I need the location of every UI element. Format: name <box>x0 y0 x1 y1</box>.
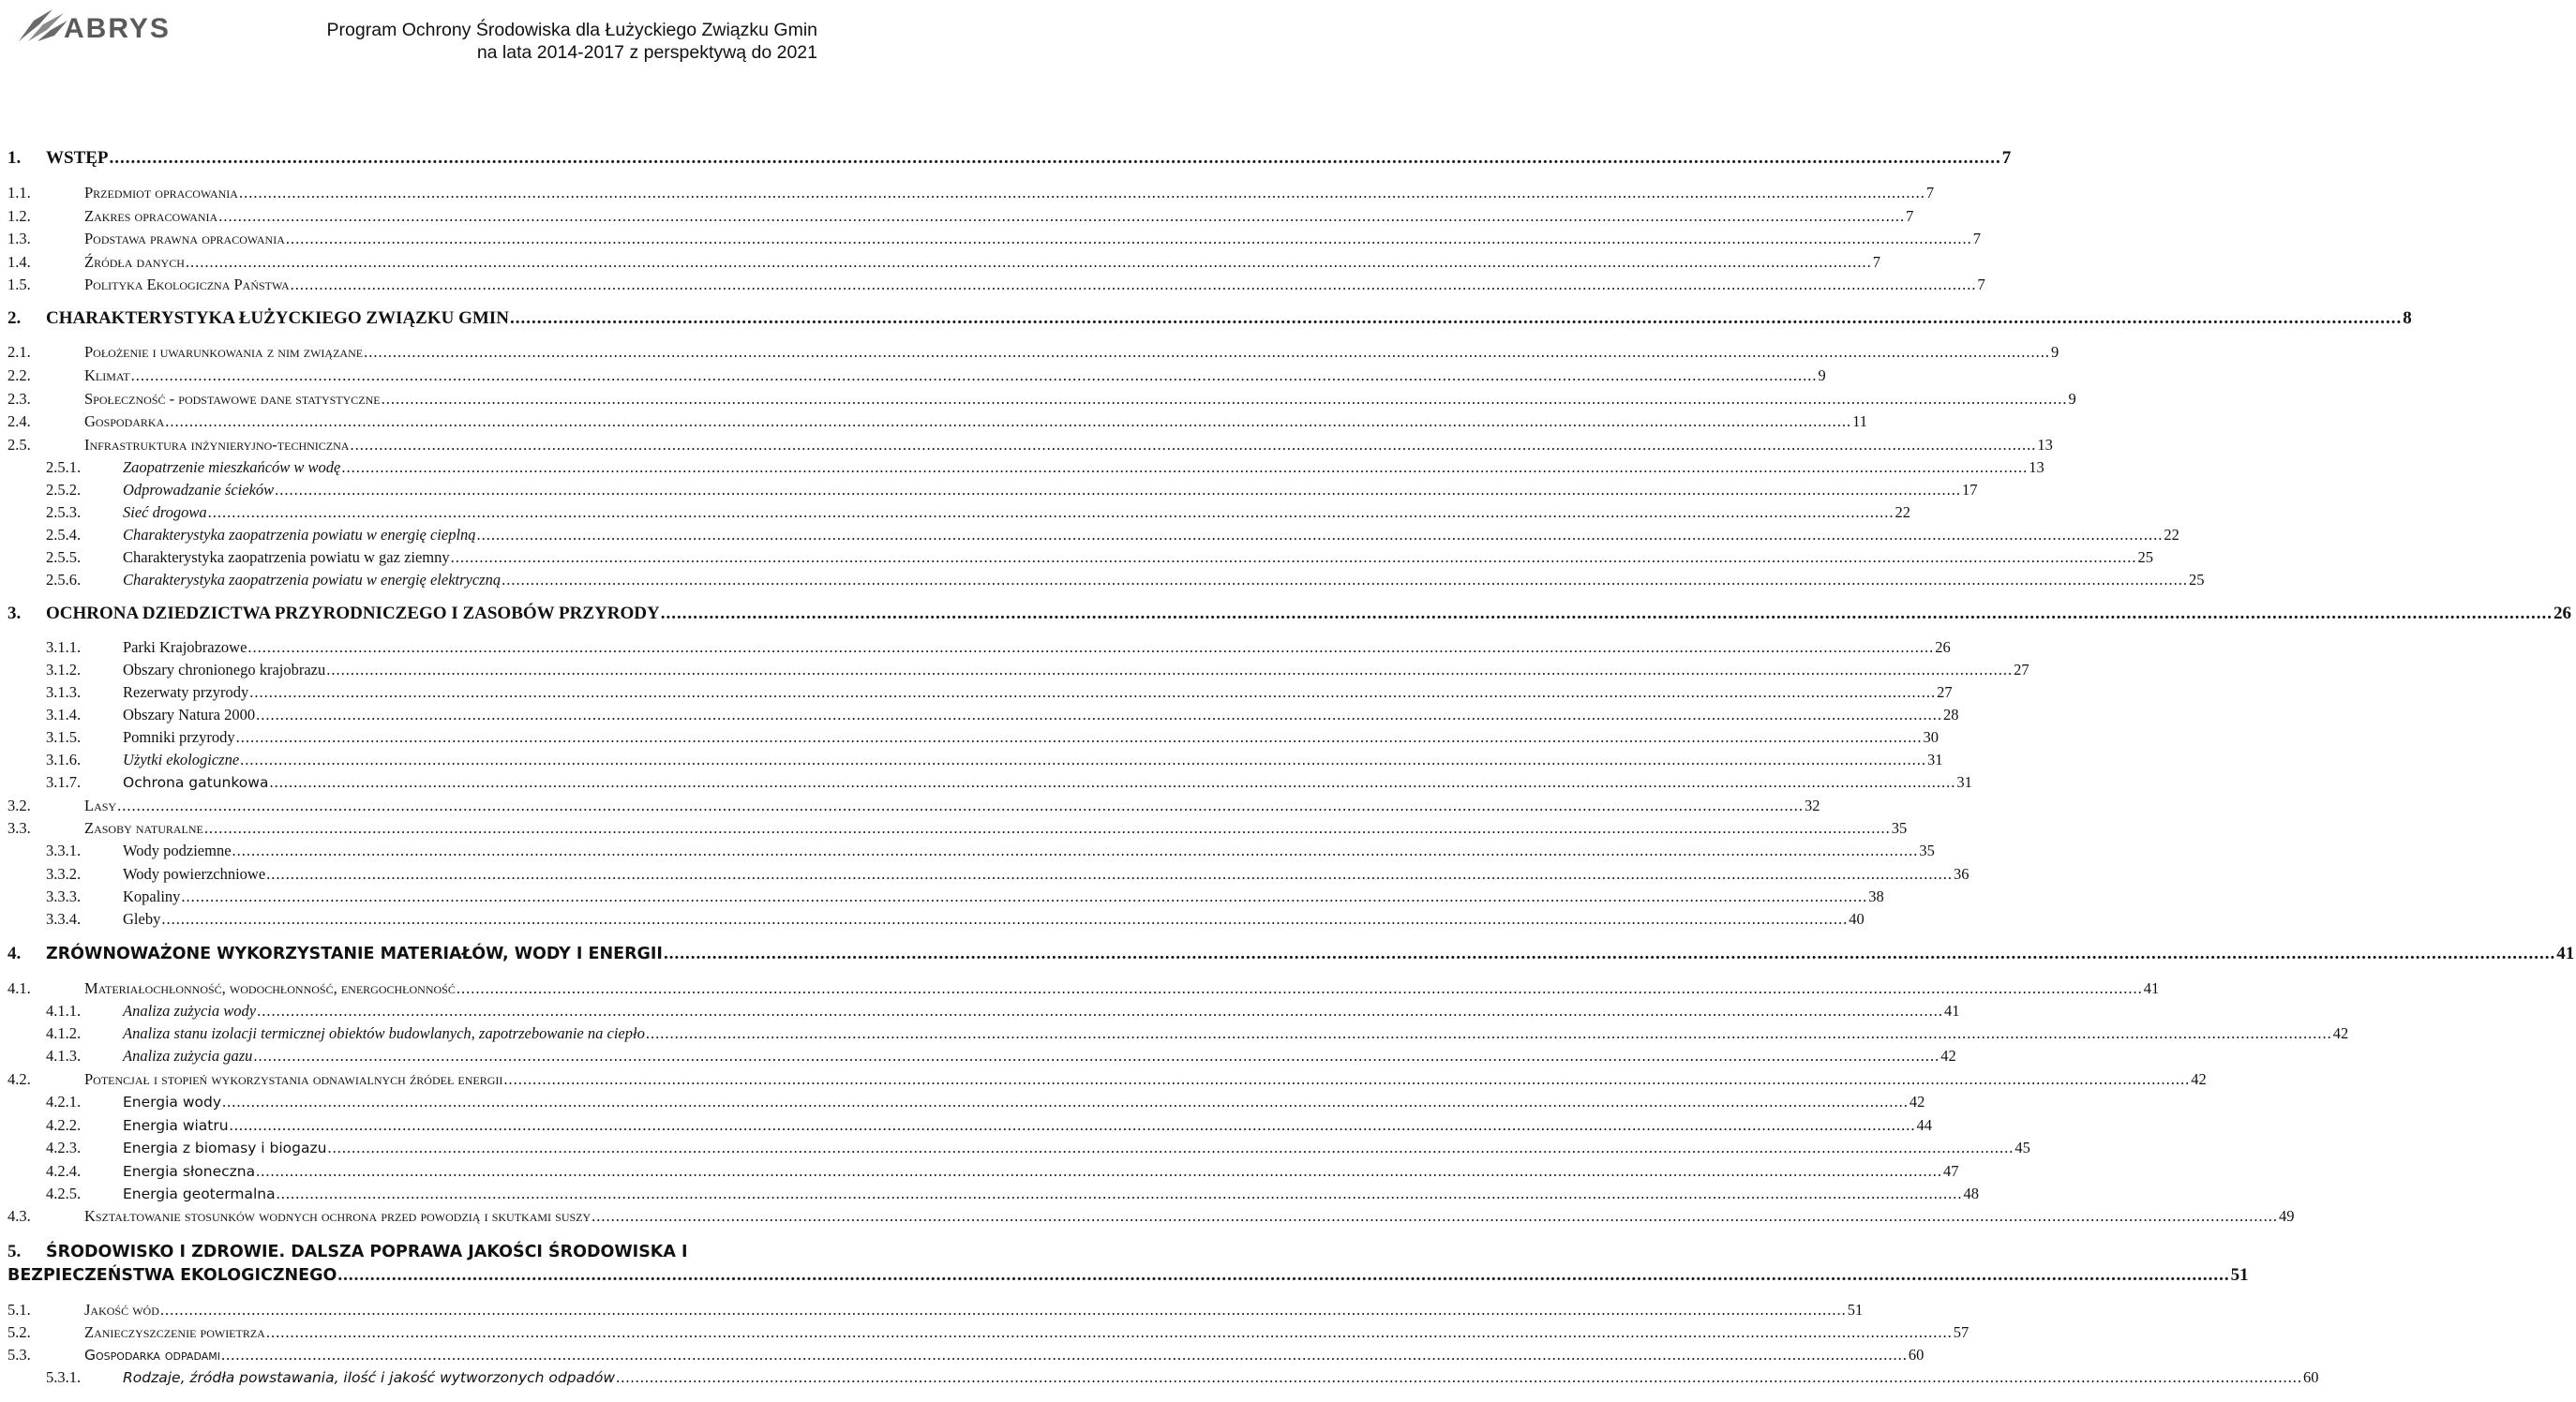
toc-entry-page: 49 <box>2279 1207 2295 1225</box>
toc-entry[interactable] <box>7 343 2059 362</box>
toc-entry-title: Infrastruktura inżynieryjno-techniczna <box>84 436 350 454</box>
toc-leader-dots <box>646 1024 2332 1043</box>
toc-entry-number: 4.3. <box>7 1207 31 1225</box>
toc-leader-dots <box>232 842 1919 860</box>
toc-leader-dots <box>208 503 1895 522</box>
toc-leader-dots <box>291 276 1977 294</box>
toc-entry-number: 3.3.2. <box>46 865 82 883</box>
toc-entry-page: 9 <box>2068 390 2076 408</box>
toc-leader-dots <box>664 944 2555 964</box>
toc-entry-page: 8 <box>2403 308 2412 328</box>
document-title <box>327 19 817 64</box>
toc-entry-page: 42 <box>2191 1070 2207 1088</box>
toc-entry-title: Wody podziemne <box>123 842 232 859</box>
toc-entry-number: 1.5. <box>7 276 31 293</box>
toc-entry-title: Zakres opracowania <box>84 207 218 225</box>
toc-entry[interactable] <box>7 887 1884 906</box>
toc-entry-page: 38 <box>1868 887 1884 905</box>
toc-leader-dots <box>277 1185 1963 1203</box>
toc-entry-page: 51 <box>2230 1265 2249 1285</box>
toc-entry-title: Użytki ekologiczne <box>123 751 240 768</box>
toc-entry-number: 3.1.2. <box>46 661 82 679</box>
toc-entry-number: 3. <box>7 604 22 623</box>
toc-entry-title: Rezerwaty przyrody <box>123 683 249 701</box>
toc-entry-title: Energia słoneczna <box>123 1163 256 1180</box>
toc-leader-dots <box>266 1323 1953 1342</box>
toc-entry[interactable] <box>7 1093 1925 1111</box>
toc-entry-page: 7 <box>1925 184 1935 201</box>
toc-entry[interactable] <box>7 481 1978 500</box>
toc-leader-dots <box>592 1207 2278 1226</box>
toc-entry-page: 25 <box>2188 571 2205 589</box>
toc-entry-number: 1.1. <box>7 184 31 201</box>
toc-entry-page: 11 <box>1852 412 1868 430</box>
toc-leader-dots <box>364 343 2050 362</box>
toc-leader-dots <box>477 526 2164 544</box>
toc-entry-page: 42 <box>1909 1093 1925 1111</box>
toc-entry-number: 3.1.6. <box>46 751 82 768</box>
toc-entry-number: 4.1. <box>7 979 31 997</box>
toc-leader-dots <box>240 751 1926 769</box>
toc-entry-title: Potencjał i stopień wykorzystania odnawialnych źródeł energii <box>84 1070 503 1088</box>
toc-entry-title: BEZPIECZEŃSTWA EKOLOGICZNEGO <box>7 1266 337 1285</box>
toc-entry-title: Lasy <box>84 797 117 814</box>
toc-entry-title: Przedmiot opracowania <box>84 184 238 201</box>
toc-entry-title: Energia geotermalna <box>123 1186 276 1202</box>
toc-entry-page: 27 <box>1937 683 1953 701</box>
toc-entry-number: 4.2.5. <box>46 1185 82 1202</box>
toc-entry-page: 26 <box>1935 638 1951 656</box>
toc-entry-page: 13 <box>2029 458 2044 476</box>
toc-entry-page: 42 <box>1940 1047 1956 1065</box>
toc-entry[interactable] <box>7 1323 1969 1342</box>
toc-entry-page: 41 <box>1943 1002 1960 1020</box>
toc-entry-number: 3.1.4. <box>46 706 82 723</box>
toc-entry[interactable] <box>7 412 1868 431</box>
toc-entry-title: Energia wiatru <box>123 1117 229 1134</box>
toc-leader-dots <box>275 481 1961 500</box>
toc-entry-page: 7 <box>1977 276 1985 293</box>
toc-entry-title: Kopaliny <box>123 887 181 905</box>
toc-entry-page: 41 <box>2143 979 2160 997</box>
toc-entry-number: 4.2.4. <box>46 1162 82 1180</box>
toc-entry-number: 4.2. <box>7 1070 31 1088</box>
toc-leader-dots <box>222 1093 1909 1111</box>
toc-leader-dots <box>341 458 2028 477</box>
toc-entry-title: Zaopatrzenie mieszkańców w wodę <box>123 458 341 476</box>
toc-leader-dots <box>204 819 1891 838</box>
toc-entry-number: 2.4. <box>7 412 31 430</box>
toc-entry[interactable] <box>7 1207 2295 1226</box>
toc-entry-page: 36 <box>1954 865 1969 883</box>
toc-leader-dots <box>502 571 2188 589</box>
toc-leader-dots <box>661 604 2553 624</box>
toc-entry-title: Charakterystyka zaopatrzenia powiatu w energię elektryczną <box>123 571 502 589</box>
toc-entry-title: Charakterystyka zaopatrzenia powiatu w energię cieplną <box>123 526 476 544</box>
toc-entry-title: OCHRONA DZIEDZICTWA PRZYRODNICZEGO I ZASOBÓW PRZYRODY <box>46 604 660 623</box>
toc-entry-title: WSTĘP <box>46 148 109 168</box>
toc-entry-page: 32 <box>1804 797 1820 814</box>
toc-leader-dots <box>131 366 1818 385</box>
toc-entry-number: 1.2. <box>7 207 31 225</box>
toc-entry-page: 30 <box>1923 728 1939 746</box>
toc-entry-title: Materiałochłonność, wodochłonność, energochłonność <box>84 979 456 997</box>
toc-entry[interactable] <box>7 436 2053 455</box>
toc-leader-dots <box>247 638 1934 657</box>
toc-entry[interactable] <box>7 910 1865 929</box>
toc-entry-title: Społeczność - podstawowe dane statystyczne <box>84 390 381 408</box>
toc-entry-page: 42 <box>2332 1024 2349 1042</box>
toc-entry[interactable] <box>7 1301 1864 1320</box>
toc-entry-number: 4.2.2. <box>46 1116 82 1134</box>
toc-entry[interactable] <box>7 548 2154 567</box>
toc-entry-title: Kształtowanie stosunków wodnych ochrona przed powodzią i skutkami suszy <box>84 1207 592 1225</box>
toc-entry[interactable] <box>7 1185 1979 1203</box>
toc-entry-title: Gospodarka odpadami <box>84 1347 220 1364</box>
toc-entry[interactable] <box>7 1242 900 1262</box>
toc-entry[interactable] <box>7 1116 1932 1135</box>
toc-entry-title: Obszary Natura 2000 <box>123 706 256 723</box>
toc-entry-title: Wody powierzchniowe <box>123 865 266 883</box>
toc-entry-number: 4.1.1. <box>46 1002 82 1020</box>
toc-entry[interactable] <box>7 1162 1959 1181</box>
toc-entry-page: 45 <box>2014 1139 2030 1156</box>
toc-leader-dots <box>503 1070 2190 1089</box>
toc-entry-title: Polityka Ekologiczna Państwa <box>84 276 290 293</box>
toc-leader-dots <box>181 887 1867 906</box>
toc-leader-dots <box>230 1116 1916 1135</box>
toc-entry[interactable] <box>7 819 1908 838</box>
toc-leader-dots <box>457 979 2143 998</box>
toc-entry[interactable] <box>7 842 1935 860</box>
logo-swoosh-icon <box>15 4 71 45</box>
toc-leader-dots <box>337 1265 2229 1286</box>
toc-leader-dots <box>256 706 1942 724</box>
toc-entry[interactable] <box>7 1368 2319 1387</box>
toc-entry-title: Odprowadzanie ścieków <box>123 481 275 499</box>
toc-entry-title: Analiza zużycia wody <box>123 1002 257 1020</box>
toc-entry-page: 35 <box>1919 842 1935 859</box>
toc-entry[interactable] <box>7 944 2575 964</box>
toc-entry-number: 1. <box>7 148 22 168</box>
toc-entry[interactable] <box>7 526 2179 544</box>
toc-entry[interactable] <box>7 773 1972 792</box>
toc-entry-number: 4. <box>7 944 22 963</box>
toc-entry-number: 2.5.3. <box>46 503 82 521</box>
toc-leader-dots <box>161 910 1848 929</box>
document-title-line2: na lata 2014-2017 z perspektywą do 2021 <box>476 42 817 63</box>
toc-entry-page: 9 <box>1818 366 1826 384</box>
toc-entry-title: CHARAKTERYSTYKA ŁUŻYCKIEGO ZWIĄZKU GMIN <box>46 308 509 328</box>
toc-entry-page: 41 <box>2556 944 2575 963</box>
toc-entry-page: 35 <box>1891 819 1908 837</box>
toc-entry-page: 25 <box>2137 548 2154 566</box>
toc-entry-title: Zanieczyszczenie powietrza <box>84 1323 265 1341</box>
toc-entry-page: 7 <box>1872 253 1880 271</box>
toc-leader-dots <box>326 661 2013 679</box>
toc-entry[interactable] <box>7 1265 2249 1286</box>
toc-entry-page: 28 <box>1943 706 1959 723</box>
toc-entry-title: Parki Krajobrazowe <box>123 638 247 656</box>
toc-leader-dots <box>186 253 1872 272</box>
toc-entry[interactable] <box>7 308 2412 329</box>
toc-entry-title: Analiza stanu izolacji termicznej obiektów budowlanych, zapotrzebowanie na ciepło <box>123 1024 645 1042</box>
toc-entry[interactable] <box>7 728 1939 747</box>
toc-leader-dots <box>269 773 1955 792</box>
toc-entry[interactable] <box>7 1139 2030 1157</box>
toc-entry-page: 22 <box>1895 503 1911 521</box>
toc-entry-title: Obszary chronionego krajobrazu <box>123 661 326 679</box>
toc-entry-page: 26 <box>2553 604 2571 623</box>
toc-entry-number: 2.5.1. <box>46 458 82 476</box>
toc-entry-number: 5.2. <box>7 1323 31 1341</box>
document-title-line1: Program Ochrony Środowiska dla Łużyckiego Związku Gmin <box>326 20 817 40</box>
toc-entry[interactable] <box>7 706 1959 724</box>
toc-entry-page: 51 <box>1847 1301 1864 1319</box>
toc-entry-page: 17 <box>1962 481 1978 499</box>
toc-entry[interactable] <box>7 148 2012 169</box>
toc-entry-page: 60 <box>1908 1346 1925 1364</box>
toc-entry[interactable] <box>7 390 2076 409</box>
toc-entry-title: Pomniki przyrody <box>123 728 235 746</box>
toc-leader-dots <box>382 390 2068 409</box>
toc-entry-number: 5. <box>7 1242 22 1261</box>
toc-leader-dots <box>286 230 1972 248</box>
toc-entry-page: 7 <box>2001 148 2012 168</box>
toc-entry-page: 60 <box>2302 1368 2319 1386</box>
toc-entry-number: 4.2.3. <box>46 1139 82 1156</box>
toc-entry-number: 1.3. <box>7 230 31 247</box>
toc-leader-dots <box>257 1002 1943 1021</box>
toc-leader-dots <box>616 1368 2302 1387</box>
toc-entry-page: 31 <box>1927 751 1943 768</box>
toc-entry-number: 2.5.5. <box>46 548 82 566</box>
toc-entry-title: Charakterystyka zaopatrzenia powiatu w gaz ziemny <box>123 548 450 566</box>
toc-entry-number: 3.1.7. <box>46 773 82 791</box>
toc-entry[interactable] <box>7 1047 1956 1066</box>
toc-entry-title: Położenie i uwarunkowania z nim związane <box>84 343 364 361</box>
toc-entry-number: 2.5.2. <box>46 481 82 499</box>
toc-leader-dots <box>117 797 1804 815</box>
toc-entry-number: 4.2.1. <box>46 1093 82 1111</box>
toc-entry[interactable] <box>7 1346 1925 1365</box>
toc-entry-number: 5.1. <box>7 1301 31 1319</box>
toc-entry-page: 44 <box>1916 1116 1932 1134</box>
toc-entry-page: 40 <box>1849 910 1865 928</box>
toc-leader-dots <box>256 1162 1942 1181</box>
toc-entry-title: Energia wody <box>123 1094 221 1111</box>
toc-leader-dots <box>218 207 1905 226</box>
toc-entry-number: 2.2. <box>7 366 31 384</box>
toc-entry[interactable] <box>7 604 2571 624</box>
toc-entry-title: Energia z biomasy i biogazu <box>123 1140 327 1156</box>
abrys-logo <box>15 4 184 45</box>
logo-text: ABRYS <box>64 13 171 44</box>
toc-entry[interactable] <box>7 276 1985 294</box>
toc-entry[interactable] <box>7 571 2205 589</box>
toc-entry-title: Gleby <box>123 910 161 928</box>
toc-entry-title: Rodzaje, źródła powstawania, ilość i jakość wytworzonych odpadów <box>123 1369 616 1386</box>
toc-entry[interactable] <box>7 683 1953 702</box>
toc-entry[interactable] <box>7 1002 1960 1021</box>
toc-entry-page: 57 <box>1953 1323 1969 1341</box>
toc-entry-title: ZRÓWNOWAŻONE WYKORZYSTANIE MATERIAŁÓW, WODY I ENERGII <box>46 945 663 963</box>
toc-entry-number: 3.1.3. <box>46 683 82 701</box>
toc-leader-dots <box>327 1139 2014 1157</box>
toc-entry[interactable] <box>7 865 1969 884</box>
toc-entry-number: 3.3.3. <box>46 887 82 905</box>
toc-entry[interactable] <box>7 979 2160 998</box>
toc-leader-dots <box>236 728 1923 747</box>
toc-leader-dots <box>160 1301 1847 1320</box>
toc-entry-title: Klimat <box>84 366 130 384</box>
toc-entry-page: 13 <box>2037 436 2053 454</box>
toc-entry-number: 3.3. <box>7 819 31 837</box>
toc-entry-title: ŚRODOWISKO I ZDROWIE. DALSZA POPRAWA JAKOŚCI ŚRODOWISKA I <box>46 1243 688 1261</box>
toc-entry-number: 3.3.1. <box>46 842 82 859</box>
toc-entry[interactable] <box>7 661 2029 679</box>
toc-leader-dots <box>249 683 1936 702</box>
page-header <box>0 0 900 103</box>
toc-entry-title: Zasoby naturalne <box>84 819 203 837</box>
toc-entry-page: 31 <box>1956 773 1972 791</box>
toc-entry[interactable] <box>7 503 1911 522</box>
toc-leader-dots <box>253 1047 1939 1066</box>
toc-entry-title: Sieć drogowa <box>123 503 207 521</box>
toc-entry-number: 2.5. <box>7 436 31 454</box>
toc-leader-dots <box>266 865 1953 884</box>
toc-entry-number: 2.5.4. <box>46 526 82 544</box>
toc-entry-title: Jakość wód <box>84 1301 159 1319</box>
toc-entry-title: Analiza zużycia gazu <box>123 1047 253 1065</box>
toc-entry[interactable] <box>7 207 1914 226</box>
toc-entry[interactable] <box>7 253 1880 272</box>
toc-entry-number: 4.1.2. <box>46 1024 82 1042</box>
toc-leader-dots <box>110 148 2001 169</box>
toc-leader-dots <box>221 1346 1908 1365</box>
toc-entry[interactable] <box>7 230 1982 248</box>
toc-entry-number: 3.1.1. <box>46 638 82 656</box>
toc-entry[interactable] <box>7 751 1943 769</box>
toc-entry-number: 3.3.4. <box>46 910 82 928</box>
toc-entry[interactable] <box>7 366 1826 385</box>
toc-entry-title: Źródła danych <box>84 253 185 271</box>
toc-entry[interactable] <box>7 638 1951 657</box>
toc-entry-title: Gospodarka <box>84 412 165 430</box>
toc-entry[interactable] <box>7 458 2044 477</box>
toc-entry-number: 2. <box>7 308 22 328</box>
toc-entry[interactable] <box>7 184 1935 202</box>
toc-entry-title: Podstawa prawna opracowania <box>84 230 285 247</box>
toc-leader-dots <box>165 412 1851 431</box>
toc-entry-page: 7 <box>1972 230 1982 247</box>
toc-leader-dots <box>510 308 2402 329</box>
toc-entry[interactable] <box>7 1070 2207 1089</box>
toc-entry-page: 27 <box>2014 661 2029 679</box>
toc-entry-number: 5.3. <box>7 1346 31 1364</box>
toc-entry-number: 2.3. <box>7 390 31 408</box>
toc-entry-title: Ochrona gatunkowa <box>123 774 269 791</box>
toc-entry-page: 47 <box>1943 1162 1959 1180</box>
toc-entry-number: 2.5.6. <box>46 571 82 589</box>
toc-leader-dots <box>239 184 1925 202</box>
toc-entry-number: 3.1.5. <box>46 728 82 746</box>
toc-entry-page: 7 <box>1906 207 1914 225</box>
toc-entry[interactable] <box>7 1024 2349 1043</box>
toc-leader-dots <box>350 436 2036 455</box>
toc-entry-page: 22 <box>2164 526 2179 544</box>
toc-entry-number: 5.3.1. <box>46 1368 82 1386</box>
toc-entry-number: 4.1.3. <box>46 1047 82 1065</box>
toc-entry-page: 48 <box>1963 1185 1979 1202</box>
toc-entry[interactable] <box>7 797 1820 815</box>
toc-entry-number: 2.1. <box>7 343 31 361</box>
toc-entry-number: 1.4. <box>7 253 31 271</box>
toc-entry-number: 3.2. <box>7 797 31 814</box>
toc-leader-dots <box>451 548 2137 567</box>
toc-entry-page: 9 <box>2050 343 2059 361</box>
